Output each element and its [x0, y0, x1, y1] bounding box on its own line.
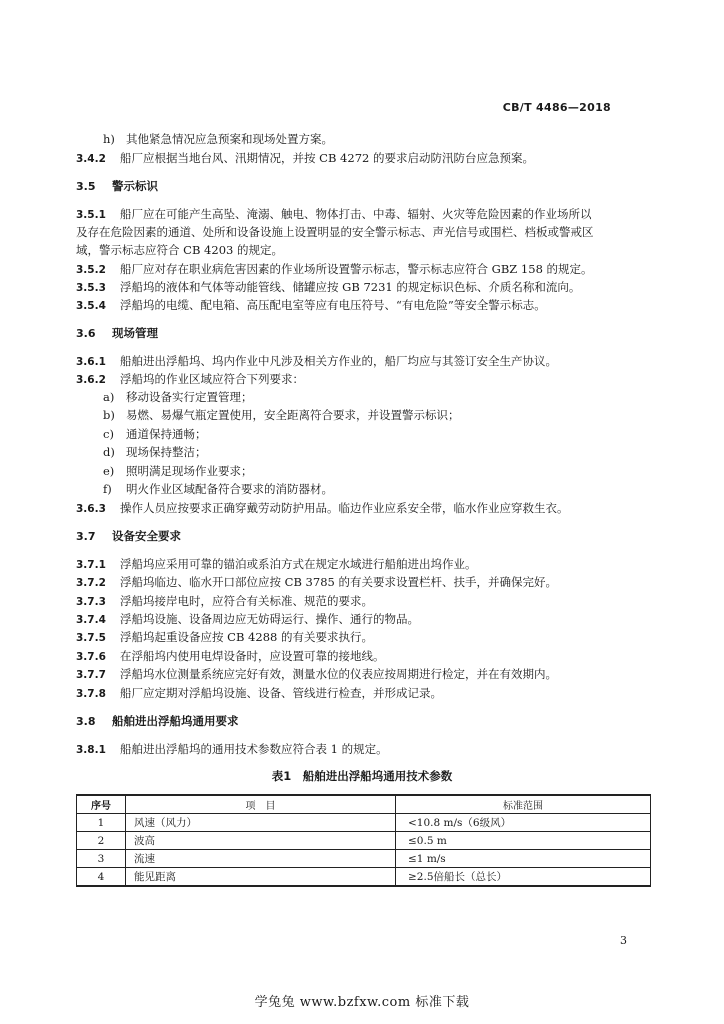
table-title: 表1 船舶进出浮船坞通用技术参数 [271, 769, 453, 783]
list-item-c [103, 427, 207, 441]
footer-watermark: 学兔兔 www.bzfxw.com 标准下载 [254, 995, 470, 1010]
clause-text: 船厂应对存在职业病危害因素的作业场所设置警示标志，警示标志应符合 GBZ 158 的规定。 [120, 262, 593, 276]
section-title: 现场管理 [112, 326, 158, 340]
clause-3-6-2 [76, 372, 304, 387]
clause-number: 3.5.3 [76, 282, 106, 294]
clause-text: 船厂应定期对浮船坞设施、设备、管线进行检查，并形成记录。 [120, 686, 442, 700]
list-item-e [103, 464, 253, 478]
clause-number: 3.6.3 [76, 503, 106, 515]
cell-standard: ≥2.5倍船长（总长） [396, 868, 651, 887]
clause-3-7-1 [76, 557, 477, 572]
cell-item: 流速 [126, 850, 396, 868]
section-number: 3.5 [76, 180, 96, 193]
clause-text: 浮船坞起重设备应按 CB 4288 的有关要求执行。 [120, 630, 373, 644]
table-row [77, 814, 651, 832]
clause-text: 操作人员应按要求正确穿戴劳动防护用品。临边作业应系安全带，临水作业应穿救生衣。 [120, 501, 569, 515]
item-label: c) [103, 427, 114, 441]
section-title: 船舶进出浮船坞通用要求 [112, 714, 239, 728]
section-number: 3.8 [76, 715, 96, 728]
clause-text: 浮船坞临边、临水开口部位应按 CB 3785 的有关要求设置栏杆、扶手，并确保完好。 [120, 575, 557, 589]
cell-number: 2 [77, 832, 126, 850]
item-label: h) [103, 132, 115, 146]
item-text: 易燃、易爆气瓶定置使用，安全距离符合要求，并设置警示标识； [126, 408, 460, 422]
cell-number: 3 [77, 850, 126, 868]
list-item-d [103, 445, 207, 459]
cell-number: 1 [77, 814, 126, 832]
clause-number: 3.4.2 [76, 153, 106, 165]
table-row [77, 850, 651, 868]
clause-continuation [76, 243, 283, 257]
section-heading-3-8 [76, 714, 239, 729]
clause-continuation [76, 225, 594, 239]
section-heading-3-7 [76, 529, 181, 544]
text-line [103, 132, 333, 146]
list-item-a [103, 390, 253, 404]
clause-number: 3.6.2 [76, 374, 106, 386]
clause-text: 在浮船坞内使用电焊设备时，应设置可靠的接地线。 [120, 649, 385, 663]
section-number: 3.7 [76, 530, 96, 543]
list-item-f [103, 482, 333, 496]
clause-3-7-8 [76, 686, 442, 701]
clause-number: 3.7.3 [76, 596, 106, 608]
clause-3-4-2 [76, 151, 534, 166]
item-label: d) [103, 445, 115, 459]
clause-3-8-1 [76, 742, 388, 757]
clause-number: 3.7.4 [76, 614, 106, 626]
clause-number: 3.5.1 [76, 209, 106, 221]
clause-3-6-1 [76, 354, 557, 369]
item-text: 明火作业区域配备符合要求的消防器材。 [126, 482, 333, 496]
parameters-table [76, 794, 651, 887]
clause-3-7-5 [76, 630, 373, 645]
document-code: CB/T 4486—2018 [502, 101, 611, 114]
item-text: 移动设备实行定置管理； [126, 390, 253, 404]
clause-number: 3.5.4 [76, 300, 106, 312]
cell-item: 波高 [126, 832, 396, 850]
clause-text: 浮船坞应采用可靠的锚泊或系泊方式在规定水域进行船舶进出坞作业。 [120, 557, 477, 571]
clause-3-7-4 [76, 612, 419, 627]
item-label: f) [103, 482, 112, 496]
item-label: b) [103, 408, 115, 422]
item-text: 通道保持通畅； [126, 427, 207, 441]
clause-text: 浮船坞的作业区域应符合下列要求： [120, 372, 304, 386]
section-heading-3-6 [76, 326, 158, 341]
clause-3-7-2 [76, 575, 557, 590]
clause-text: 浮船坞的电缆、配电箱、高压配电室等应有电压符号、“有电危险”等安全警示标志。 [120, 298, 546, 312]
line-text: 其他紧急情况应急预案和现场处置方案。 [126, 132, 333, 146]
clause-text: 船厂应在可能产生高坠、淹溺、触电、物体打击、中毒、辐射、火灾等危险因素的作业场所以 [120, 207, 592, 221]
clause-3-6-3 [76, 501, 569, 516]
list-item-b [103, 408, 460, 422]
column-header-standard: 标准范围 [396, 795, 651, 814]
section-number: 3.6 [76, 327, 96, 340]
clause-number: 3.5.2 [76, 264, 106, 276]
cell-standard: <10.8 m/s（6级风） [396, 814, 651, 832]
clause-number: 3.7.5 [76, 632, 106, 644]
section-heading-3-5 [76, 179, 158, 194]
section-title: 警示标识 [112, 179, 158, 193]
clause-number: 3.6.1 [76, 356, 106, 368]
page-number: 3 [620, 934, 627, 947]
cell-item: 能见距离 [126, 868, 396, 887]
table-header-row [77, 795, 651, 814]
clause-number: 3.7.7 [76, 669, 106, 681]
cell-standard: ≤0.5 m [396, 832, 651, 850]
clause-text: 浮船坞的液体和气体等动能管线、储罐应按 GB 7231 的规定标识色标、介质名称和流向。 [120, 280, 581, 294]
clause-3-5-3 [76, 280, 580, 295]
clause-text: 浮船坞水位测量系统应完好有效，测量水位的仪表应按周期进行检定，并在有效期内。 [120, 667, 557, 681]
table-row [77, 832, 651, 850]
cell-item: 风速（风力） [126, 814, 396, 832]
table-row [77, 868, 651, 887]
clause-3-7-3 [76, 594, 373, 609]
clause-number: 3.7.6 [76, 651, 106, 663]
clause-3-7-6 [76, 649, 385, 664]
item-text: 照明满足现场作业要求； [126, 464, 253, 478]
clause-3-5-4 [76, 298, 546, 313]
clause-number: 3.7.1 [76, 559, 106, 571]
clause-3-7-7 [76, 667, 557, 682]
column-header-number: 序号 [77, 795, 126, 814]
clause-text: 浮船坞接岸电时，应符合有关标准、规范的要求。 [120, 594, 373, 608]
item-label: e) [103, 464, 115, 478]
clause-3-5-1 [76, 207, 592, 222]
clause-text: 浮船坞设施、设备周边应无妨碍运行、操作、通行的物品。 [120, 612, 419, 626]
clause-text: 船厂应根据当地台风、汛期情况，并按 CB 4272 的要求启动防汛防台应急预案。 [120, 151, 534, 165]
clause-number: 3.7.2 [76, 577, 106, 589]
clause-3-5-2 [76, 262, 593, 277]
clause-text: 船舶进出浮船坞、坞内作业中凡涉及相关方作业的，船厂均应与其签订安全生产协议。 [120, 354, 557, 368]
column-header-item: 项 目 [126, 795, 396, 814]
item-text: 现场保持整洁； [126, 445, 207, 459]
cell-standard: ≤1 m/s [396, 850, 651, 868]
clause-text: 船舶进出浮船坞的通用技术参数应符合表 1 的规定。 [120, 742, 388, 756]
section-title: 设备安全要求 [112, 529, 181, 543]
clause-number: 3.8.1 [76, 744, 106, 756]
clause-text: 域，警示标志应符合 CB 4203 的规定。 [76, 243, 283, 257]
cell-number: 4 [77, 868, 126, 887]
clause-text: 及存在危险因素的通道、处所和设备设施上设置明显的安全警示标志、声光信号或围栏、档板或警戒区 [76, 225, 594, 239]
item-label: a) [103, 390, 115, 404]
clause-number: 3.7.8 [76, 688, 106, 700]
